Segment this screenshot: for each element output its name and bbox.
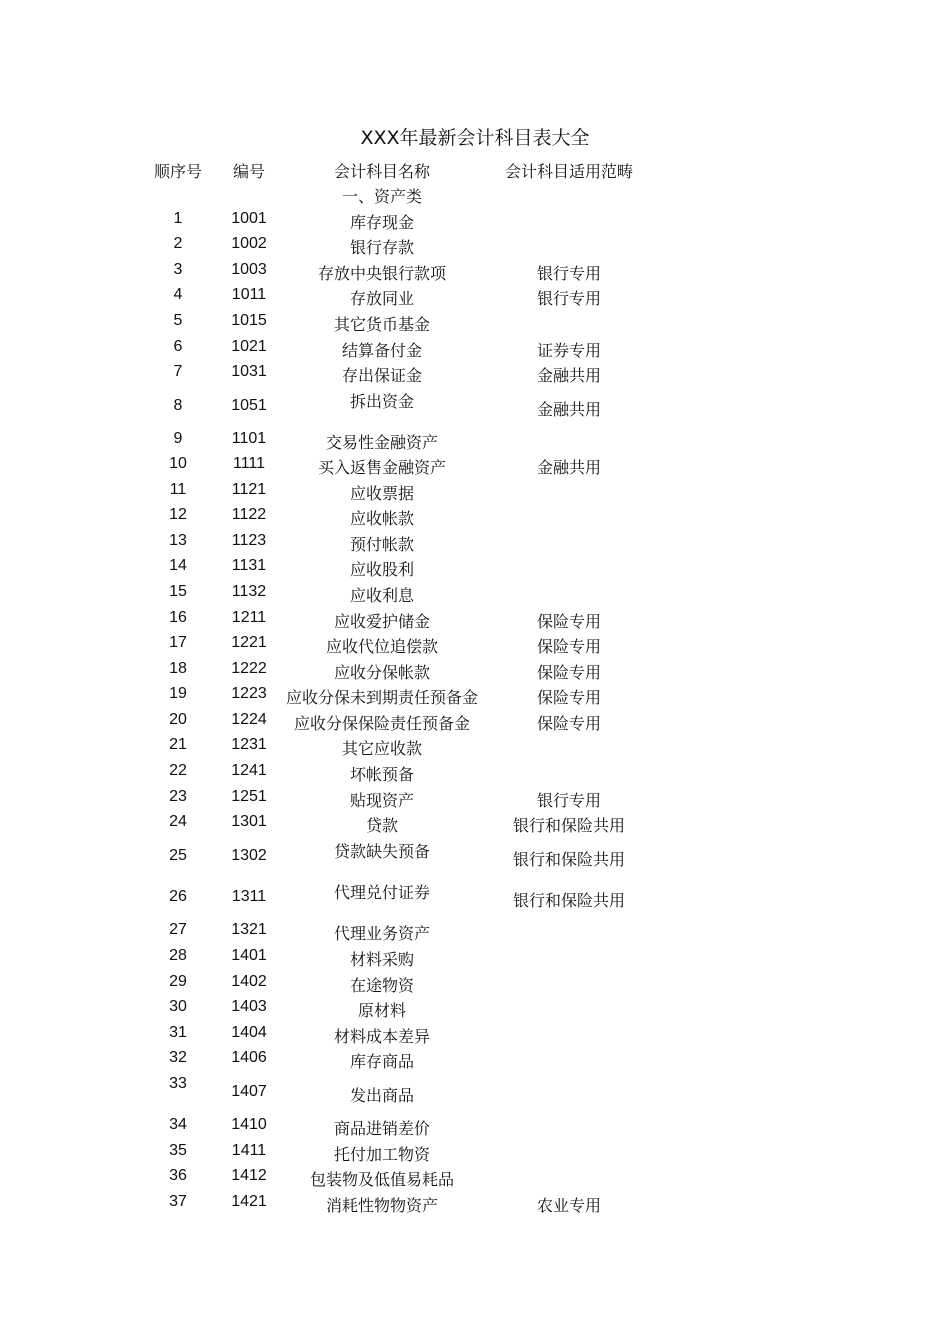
row-scope: 银行专用 [536, 791, 601, 810]
table-row [0, 973, 950, 995]
row-name: 应收股利 [349, 560, 414, 579]
row-seq: 12 [169, 506, 187, 523]
row-name: 结算备付金 [341, 341, 422, 360]
row-seq: 19 [169, 685, 187, 702]
row-code: 1321 [231, 921, 267, 938]
row-code: 1224 [231, 711, 267, 728]
row-code: 1101 [231, 430, 267, 447]
row-seq: 3 [173, 261, 183, 278]
table-row [0, 762, 950, 784]
table-header [0, 159, 950, 181]
row-seq: 27 [169, 921, 187, 938]
row-code: 1051 [231, 397, 267, 414]
row-seq: 2 [173, 235, 183, 252]
row-name: 其它应收款 [341, 739, 422, 758]
table-row [0, 634, 950, 656]
row-name: 应收帐款 [349, 509, 414, 528]
row-seq: 25 [169, 847, 187, 864]
table-row [0, 1075, 950, 1105]
row-code: 1222 [231, 660, 267, 677]
row-seq: 8 [173, 397, 183, 414]
row-seq: 37 [169, 1193, 187, 1210]
table-row [0, 788, 950, 810]
row-code: 1131 [231, 557, 267, 574]
table-row [0, 998, 950, 1020]
row-scope: 金融共用 [536, 400, 601, 419]
row-name: 应收分保帐款 [333, 663, 430, 682]
row-seq: 13 [169, 532, 187, 549]
row-seq: 32 [169, 1049, 187, 1066]
row-scope: 银行和保险共用 [512, 816, 625, 835]
row-name: 坏帐预备 [349, 765, 414, 784]
row-code: 1021 [231, 338, 267, 355]
row-name: 材料采购 [349, 950, 414, 969]
row-code: 1302 [231, 847, 267, 864]
row-seq: 30 [169, 998, 187, 1015]
row-seq: 1 [173, 210, 183, 227]
row-code: 1123 [231, 532, 267, 549]
row-scope: 保险专用 [536, 663, 601, 682]
row-name: 消耗性物物资产 [325, 1196, 438, 1215]
header-seq: 顺序号 [153, 162, 202, 181]
row-code: 1011 [231, 286, 267, 303]
row-code: 1231 [231, 736, 267, 753]
row-seq: 9 [173, 430, 183, 447]
row-seq: 31 [169, 1024, 187, 1041]
table-row [0, 1142, 950, 1164]
row-code: 1402 [231, 973, 267, 990]
row-scope: 证券专用 [536, 341, 601, 360]
row-name: 贷款缺失预备 [333, 842, 430, 861]
row-name: 应收利息 [349, 586, 414, 605]
row-scope: 银行和保险共用 [512, 891, 625, 910]
table-row [0, 736, 950, 758]
table-row [0, 506, 950, 528]
row-seq: 36 [169, 1167, 187, 1184]
row-seq: 34 [169, 1116, 187, 1133]
row-name: 买入返售金融资产 [317, 458, 446, 477]
row-code: 1401 [231, 947, 267, 964]
row-seq: 17 [169, 634, 187, 651]
table-row [0, 1167, 950, 1189]
row-name: 应收分保未到期责任预备金 [285, 688, 478, 707]
row-code: 1031 [231, 363, 267, 380]
row-code: 1122 [231, 506, 267, 523]
row-code: 1121 [231, 481, 267, 498]
row-seq: 33 [169, 1075, 187, 1092]
row-seq: 7 [173, 363, 183, 380]
row-scope: 农业专用 [536, 1196, 601, 1215]
row-code: 1132 [231, 583, 267, 600]
table-row [0, 921, 950, 943]
row-name: 贷款 [365, 816, 398, 835]
row-name: 库存商品 [349, 1052, 414, 1071]
table-row [0, 392, 950, 419]
row-scope: 保险专用 [536, 612, 601, 631]
row-seq: 15 [169, 583, 187, 600]
row-code: 1403 [231, 998, 267, 1015]
table-row [0, 1024, 950, 1046]
row-name: 材料成本差异 [333, 1027, 430, 1046]
row-name: 代理兑付证券 [333, 883, 430, 902]
row-seq: 23 [169, 788, 187, 805]
table-row [0, 711, 950, 733]
table-row [0, 557, 950, 579]
row-seq: 4 [173, 286, 183, 303]
row-seq: 28 [169, 947, 187, 964]
table-row [0, 813, 950, 835]
row-name: 银行存款 [349, 238, 414, 257]
row-seq: 14 [169, 557, 187, 574]
row-code: 1412 [231, 1167, 267, 1184]
row-name: 代理业务资产 [333, 924, 430, 943]
table-row [0, 235, 950, 257]
row-code: 1003 [231, 261, 267, 278]
row-code: 1241 [231, 762, 267, 779]
row-code: 1421 [231, 1193, 267, 1210]
row-name: 其它货币基金 [333, 315, 430, 334]
table-row [0, 583, 950, 605]
row-code: 1221 [231, 634, 267, 651]
row-scope: 保险专用 [536, 637, 601, 656]
row-name: 包装物及低值易耗品 [309, 1170, 454, 1189]
row-seq: 24 [169, 813, 187, 830]
row-scope: 保险专用 [536, 688, 601, 707]
section-heading [0, 184, 950, 206]
table-row [0, 660, 950, 682]
row-seq: 11 [169, 481, 187, 498]
row-seq: 6 [173, 338, 183, 355]
table-row [0, 261, 950, 283]
row-name: 存出保证金 [341, 366, 422, 385]
row-scope: 银行专用 [536, 264, 601, 283]
header-scope: 会计科目适用范畴 [504, 162, 633, 181]
row-name: 应收爱护储金 [333, 612, 430, 631]
table-row [0, 685, 950, 707]
row-seq: 35 [169, 1142, 187, 1159]
row-name: 应收分保保险责任预备金 [293, 714, 470, 733]
row-code: 1002 [231, 235, 267, 252]
table-row [0, 609, 950, 631]
row-code: 1223 [231, 685, 267, 702]
table-row [0, 1193, 950, 1215]
table-row [0, 338, 950, 360]
row-scope: 银行和保险共用 [512, 850, 625, 869]
row-name: 存放同业 [349, 289, 414, 308]
header-name: 会计科目名称 [333, 162, 430, 181]
table-row [0, 481, 950, 503]
row-seq: 20 [169, 711, 187, 728]
row-seq: 16 [169, 609, 187, 626]
row-seq: 18 [169, 660, 187, 677]
table-row [0, 532, 950, 554]
row-seq: 10 [169, 455, 187, 472]
row-name: 商品进销差价 [333, 1119, 430, 1138]
row-seq: 29 [169, 973, 187, 990]
row-seq: 26 [169, 888, 187, 905]
table-row [0, 210, 950, 232]
row-scope: 银行专用 [536, 289, 601, 308]
row-code: 1111 [232, 455, 266, 472]
row-code: 1211 [231, 609, 267, 626]
table-row [0, 1049, 950, 1071]
table-row [0, 363, 950, 385]
row-name: 预付帐款 [349, 535, 414, 554]
header-code: 编号 [232, 162, 265, 181]
row-code: 1411 [231, 1142, 267, 1159]
row-name: 拆出资金 [349, 392, 414, 411]
row-code: 1410 [231, 1116, 267, 1133]
row-seq: 5 [173, 312, 183, 329]
row-code: 1301 [231, 813, 267, 830]
row-code: 1404 [231, 1024, 267, 1041]
table-row [0, 842, 950, 869]
row-name: 应收票据 [349, 484, 414, 503]
row-code: 1001 [231, 210, 267, 227]
row-code: 1311 [231, 888, 267, 905]
table-row [0, 312, 950, 334]
row-name: 在途物资 [349, 976, 414, 995]
table-row [0, 430, 950, 452]
row-name: 应收代位追偿款 [325, 637, 438, 656]
table-row [0, 947, 950, 969]
table-row [0, 1116, 950, 1138]
row-code: 1015 [231, 312, 267, 329]
row-scope: 金融共用 [536, 366, 601, 385]
row-scope: 保险专用 [536, 714, 601, 733]
row-name: 原材料 [357, 1001, 406, 1020]
row-code: 1407 [231, 1083, 267, 1100]
row-name: 库存现金 [349, 213, 414, 232]
row-name: 存放中央银行款项 [317, 264, 446, 283]
row-code: 1406 [231, 1049, 267, 1066]
page-title-text: XXX年最新会计科目表大全 [360, 127, 590, 149]
row-name: 托付加工物资 [333, 1145, 430, 1164]
row-name: 贴现资产 [349, 791, 414, 810]
row-seq: 22 [169, 762, 187, 779]
row-seq: 21 [169, 736, 187, 753]
row-name: 发出商品 [349, 1086, 414, 1105]
table-row [0, 455, 950, 477]
page-title [0, 123, 950, 150]
table-row [0, 286, 950, 308]
row-scope: 金融共用 [536, 458, 601, 477]
row-code: 1251 [231, 788, 267, 805]
row-name: 交易性金融资产 [325, 433, 438, 452]
table-row [0, 883, 950, 910]
section-title: 一、资产类 [341, 187, 422, 206]
